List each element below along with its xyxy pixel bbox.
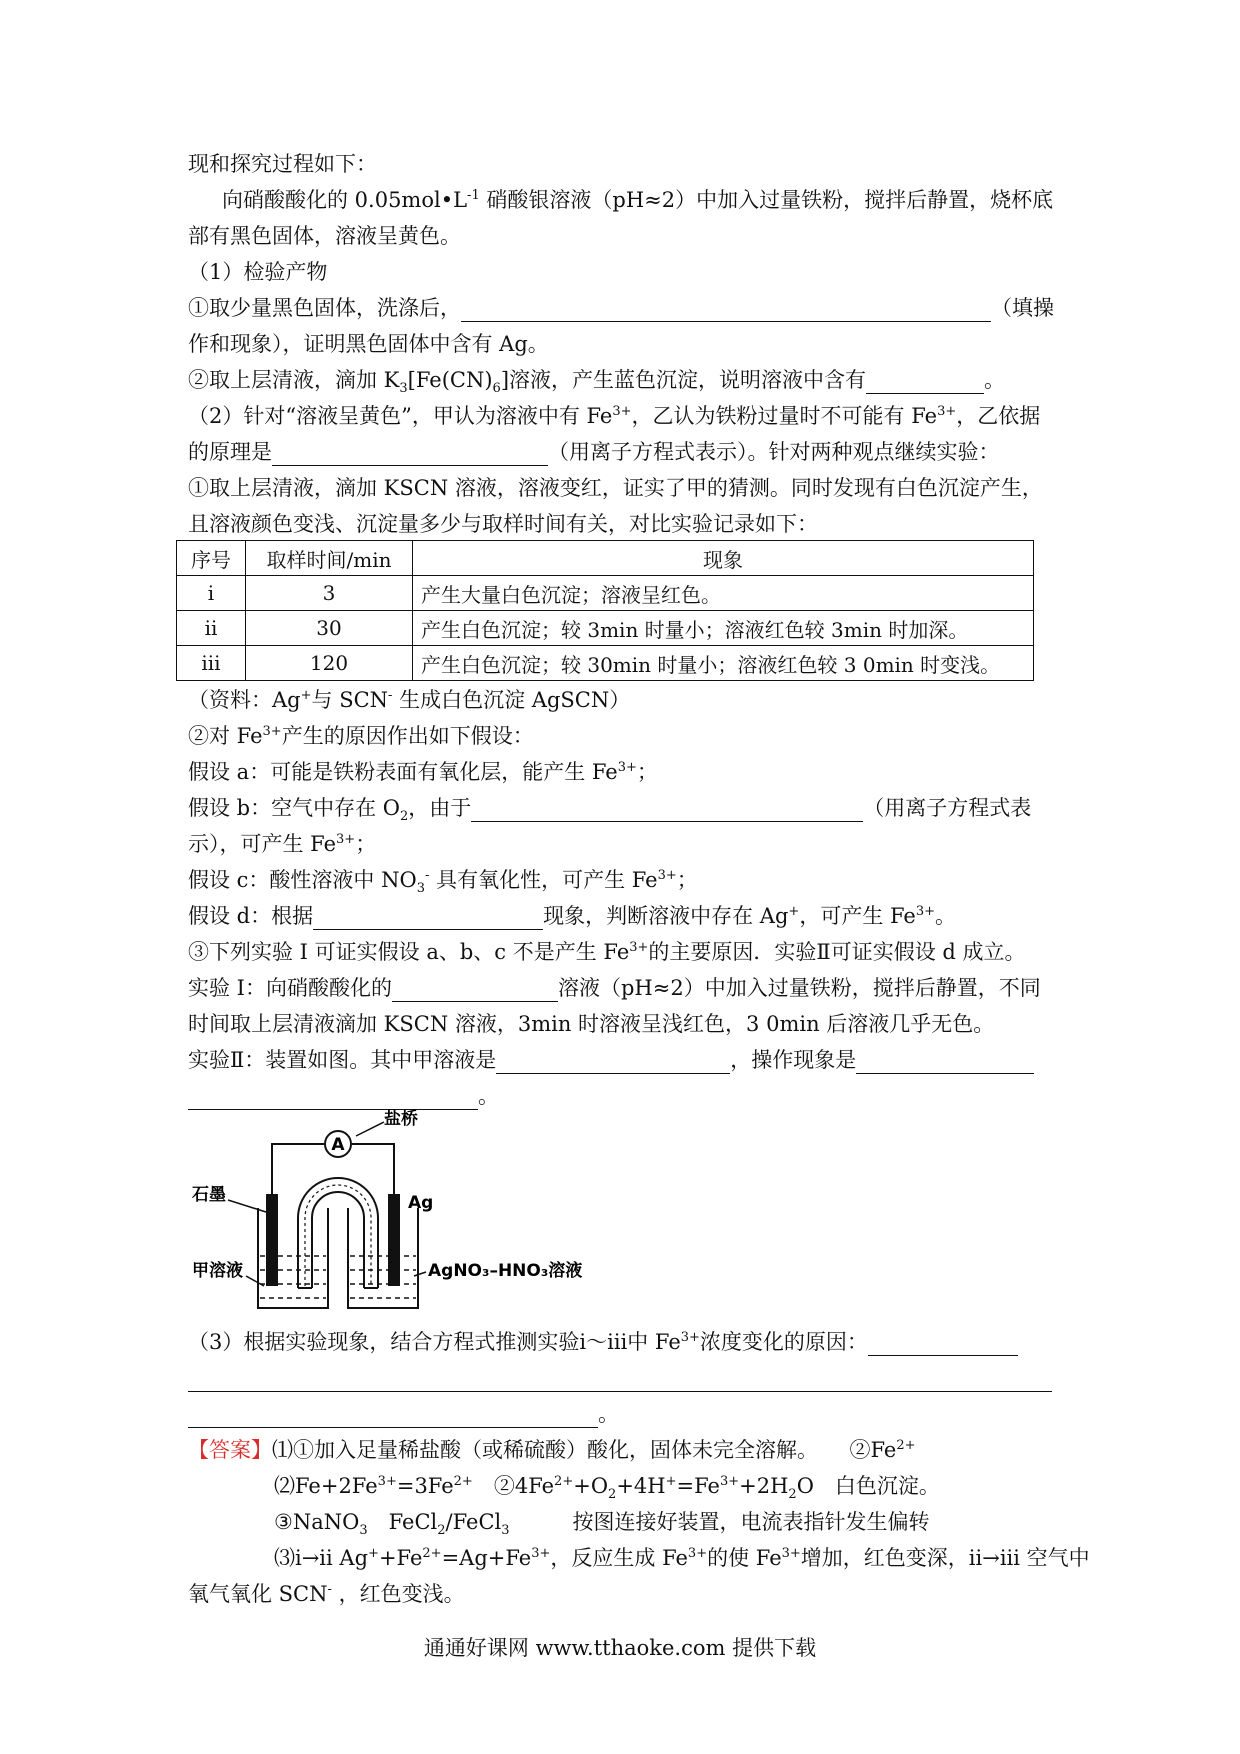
text-span: 生成白色沉淀 AgSCN） [399, 688, 631, 712]
text-span: （用离子方程式表示）。针对两种观点继续实验： [548, 440, 1000, 464]
text-span: ①取少量黑色固体，洗涤后， [188, 296, 461, 320]
text-span: /FeCl [445, 1510, 502, 1534]
text-line [188, 1328, 1018, 1356]
text-line [188, 974, 1041, 1002]
answer-line [188, 1580, 465, 1608]
text-line [188, 402, 1040, 430]
superscript: + [665, 1474, 677, 1489]
superscript: 3+ [612, 404, 632, 419]
text-span: +2H [739, 1474, 789, 1498]
table-cell: 产生大量白色沉淀；溶液呈红色。 [413, 576, 1034, 611]
text-line [188, 830, 376, 858]
table-cell: 产生白色沉淀；较 3min 时量小；溶液红色较 3min 时加深。 [413, 611, 1034, 646]
answer-blank[interactable] [496, 1051, 730, 1074]
silver-label: Ag [408, 1193, 434, 1213]
text-span: 硝酸银溶液（pH≈2）中加入过量铁粉，搅拌后静置，烧杯底 [486, 188, 1054, 212]
table-cell: iii [177, 646, 246, 681]
answer-blank[interactable] [272, 443, 548, 466]
superscript: 3+ [781, 1546, 801, 1561]
salt-bridge-inner [312, 1192, 364, 1288]
answer-blank[interactable] [392, 979, 558, 1002]
text-span: 现象，判断溶液中存在 Ag [543, 904, 789, 928]
superscript: 2+ [554, 1474, 574, 1489]
text-span: ⑶i→ii Ag [274, 1546, 369, 1570]
text-line [188, 938, 1026, 966]
text-span: 溶液（pH≈2）中加入过量铁粉，搅拌后静置，不同 [557, 976, 1041, 1000]
text-span: ，反应生成 Fe [550, 1546, 688, 1570]
text-span: 时间取上层清液滴加 KSCN 溶液，3min 时溶液呈浅红色，3 0min 后溶液几乎无色。 [188, 1012, 995, 1036]
answer-blank[interactable] [866, 371, 984, 394]
text-span: ①取上层清液，滴加 KSCN 溶液，溶液变红，证实了甲的猜测。同时发现有白色沉淀产生， [188, 476, 1043, 500]
observation-table [176, 540, 1034, 681]
text-line [188, 474, 1043, 502]
answer-line [188, 1436, 916, 1464]
text-span: 实验Ⅱ：装置如图。其中甲溶液是 [188, 1048, 497, 1072]
text-span: ②取上层清液，滴加 K [188, 368, 400, 392]
text-line [188, 1400, 619, 1428]
text-span: ； [355, 832, 377, 856]
text-span: ，操作现象是 [730, 1048, 857, 1072]
text-line [188, 794, 1032, 825]
subscript: 2 [400, 809, 409, 825]
answer-blank[interactable] [313, 907, 543, 930]
electrochemical-cell-diagram [188, 1108, 608, 1320]
text-span: =Fe [676, 1474, 720, 1498]
text-line [188, 222, 461, 250]
answer-line [274, 1472, 940, 1503]
subscript: 2 [788, 1487, 797, 1503]
text-span: ⑵Fe+2Fe [274, 1474, 378, 1498]
text-span: ②Fe [849, 1438, 897, 1462]
text-span: （1）检验产物 [188, 260, 328, 284]
superscript: 3+ [262, 724, 282, 739]
text-span: ； [636, 760, 658, 784]
text-span: 浓度变化的原因： [699, 1330, 868, 1354]
answer-blank[interactable] [856, 1051, 1034, 1074]
text-line [222, 186, 1053, 214]
text-line [188, 1082, 499, 1110]
table-header: 序号 [177, 541, 246, 576]
right-beaker [348, 1208, 418, 1308]
text-span: ②4Fe [493, 1474, 555, 1498]
superscript: 2+ [896, 1438, 916, 1453]
text-span: +O [573, 1474, 609, 1498]
text-span: 。 [984, 368, 1006, 392]
superscript: + [788, 904, 800, 919]
text-line [188, 438, 1000, 466]
text-span: ，乙认为铁粉过量时不可能有 Fe [631, 404, 938, 428]
superscript: 3+ [937, 404, 957, 419]
superscript: 2+ [453, 1474, 473, 1489]
table-row [177, 576, 1034, 611]
salt-bridge-label: 盐桥 [384, 1109, 418, 1129]
text-span: 实验 I：向硝酸酸化的 [188, 976, 392, 1000]
answer-blank[interactable] [188, 1087, 478, 1110]
text-span: 现和探究过程如下： [188, 152, 377, 176]
text-span: 示），可产生 Fe [188, 832, 337, 856]
text-span: 向硝酸酸化的 0.05mol•L [222, 188, 468, 212]
subscript: 2 [437, 1523, 446, 1539]
superscript: 2+ [422, 1546, 442, 1561]
text-line [188, 366, 1006, 397]
text-line [188, 330, 549, 358]
text-span: （用离子方程式表 [863, 796, 1032, 820]
leader-line [246, 1276, 264, 1286]
text-line [188, 902, 956, 930]
text-span: 产生的原因作出如下假设： [281, 724, 534, 748]
text-span: FeCl [388, 1510, 438, 1534]
text-line [188, 150, 377, 178]
text-span: 增加，红色变深，ii→iii 空气中 [800, 1546, 1090, 1570]
answer-blank[interactable] [868, 1333, 1018, 1356]
superscript: 3+ [617, 760, 637, 775]
text-line [188, 1010, 994, 1038]
answer-blank[interactable] [471, 799, 863, 822]
table-cell: 120 [246, 646, 413, 681]
text-line [188, 258, 327, 286]
answer-line [274, 1508, 930, 1539]
text-span: 。 [478, 1084, 499, 1108]
superscript: 3+ [629, 940, 649, 955]
text-span: ⑴①加入足量稀盐酸（或稀硫酸）酸化，固体未完全溶解。 [272, 1438, 808, 1462]
text-line [188, 722, 534, 750]
text-span: ，乙依据 [956, 404, 1041, 428]
text-line [188, 758, 658, 786]
text-span: 假设 d：根据 [188, 904, 314, 928]
text-span: +4H [616, 1474, 666, 1498]
page-footer: 通通好课网 www.tthaoke.com 提供下载 [423, 1636, 817, 1660]
solution-a-label: 甲溶液 [192, 1261, 243, 1281]
text-line [188, 1046, 1034, 1074]
salt-bridge-outer [298, 1178, 378, 1288]
superscript: 3+ [336, 832, 356, 847]
table-cell: ii [177, 611, 246, 646]
table-row [177, 611, 1034, 646]
text-line [188, 686, 630, 714]
text-span: 的原理是 [188, 440, 272, 464]
text-span: （2）针对“溶液呈黄色”，甲认为溶液中有 Fe [188, 404, 613, 428]
text-span: 作和现象），证明黑色固体中含有 Ag。 [188, 332, 549, 356]
table-row [177, 646, 1034, 681]
text-line [188, 1364, 1052, 1392]
text-span: 。 [935, 904, 957, 928]
text-span: O 白色沉淀。 [796, 1474, 940, 1498]
table-cell: 产生白色沉淀；较 30min 时量小；溶液红色较 3 0min 时变浅。 [413, 646, 1034, 681]
subscript: 3 [359, 1523, 368, 1539]
text-span: 假设 c：酸性溶液中 NO [188, 868, 417, 892]
superscript: - [424, 868, 430, 883]
ammeter-label: A [331, 1135, 345, 1155]
text-span: 且溶液颜色变浅、沉淀量多少与取样时间有关，对比实验记录如下： [188, 512, 818, 536]
text-span: （填操 [991, 296, 1054, 320]
superscript: 3+ [377, 1474, 397, 1489]
superscript: 3+ [531, 1546, 551, 1561]
superscript: 3+ [915, 904, 936, 919]
subscript: 3 [501, 1523, 510, 1539]
text-span: 氧气氧化 SCN [188, 1582, 328, 1606]
text-span: 假设 a：可能是铁粉表面有氧化层，能产生 Fe [188, 760, 618, 784]
text-span: ②对 Fe [188, 724, 263, 748]
salt-bridge-fill [305, 1185, 371, 1286]
superscript: -1 [467, 188, 480, 203]
text-span: ； [676, 868, 698, 892]
subscript: 6 [492, 381, 501, 397]
text-span: +Fe [378, 1546, 423, 1570]
answer-blank[interactable] [188, 1369, 1052, 1392]
text-span: ③下列实验 I 可证实假设 a、b、c 不是产生 Fe [188, 940, 630, 964]
text-span: ，由于 [408, 796, 472, 820]
text-span: 具有氧化性，可产生 Fe [436, 868, 658, 892]
table-header: 现象 [413, 541, 1034, 576]
leader-line [414, 1272, 426, 1276]
subscript: 3 [416, 881, 425, 897]
graphite-label: 石墨 [192, 1185, 226, 1205]
table-cell: i [177, 576, 246, 611]
table-cell: 3 [246, 576, 413, 611]
superscript: 3+ [657, 868, 677, 883]
superscript: + [300, 688, 312, 703]
text-span: 与 SCN [311, 688, 389, 712]
superscript: + [368, 1546, 379, 1561]
superscript: 3+ [687, 1546, 708, 1561]
text-span: 假设 b：空气中存在 O [188, 796, 401, 820]
silver-electrode [388, 1194, 400, 1286]
text-span: ③NaNO [274, 1510, 360, 1534]
text-line [188, 510, 818, 538]
text-span: [Fe(CN) [407, 368, 493, 392]
leader-line [228, 1200, 266, 1212]
text-span: （3）根据实验现象，结合方程式推测实验ⅰ～ⅲ中 Fe [188, 1330, 681, 1354]
text-span: =3Fe [396, 1474, 454, 1498]
text-span: 的主要原因．实验Ⅱ可证实假设 d 成立。 [648, 940, 1026, 964]
table-header: 取样时间/min [246, 541, 413, 576]
solution-b-label: AgNO₃–HNO₃溶液 [428, 1261, 583, 1281]
superscript: - [388, 688, 393, 703]
text-span: ]溶液，产生蓝色沉淀，说明溶液中含有 [500, 368, 867, 392]
superscript: - [327, 1582, 332, 1597]
text-span: 按图连接好装置，电流表指针发生偏转 [572, 1510, 930, 1534]
subscript: 2 [608, 1487, 617, 1503]
text-span: 。 [598, 1402, 619, 1426]
answer-tag: 【答案】 [188, 1438, 272, 1462]
superscript: 3+ [680, 1330, 700, 1345]
table-header-row [177, 541, 1034, 576]
graphite-electrode [266, 1194, 278, 1286]
text-span: 的使 Fe [707, 1546, 782, 1570]
superscript: 3+ [719, 1474, 740, 1489]
text-span: =Ag+Fe [441, 1546, 532, 1570]
answer-line [274, 1544, 1090, 1572]
text-span: ，可产生 Fe [799, 904, 916, 928]
subscript: 3 [399, 381, 408, 397]
text-line [188, 866, 698, 897]
table-cell: 30 [246, 611, 413, 646]
text-line [188, 294, 1054, 322]
leader-line [356, 1122, 384, 1136]
answer-blank[interactable] [188, 1405, 598, 1428]
answer-blank[interactable] [461, 299, 991, 322]
text-span: 部有黑色固体，溶液呈黄色。 [188, 224, 461, 248]
text-span: ，红色变浅。 [338, 1582, 465, 1606]
text-span: （资料：Ag [188, 688, 301, 712]
